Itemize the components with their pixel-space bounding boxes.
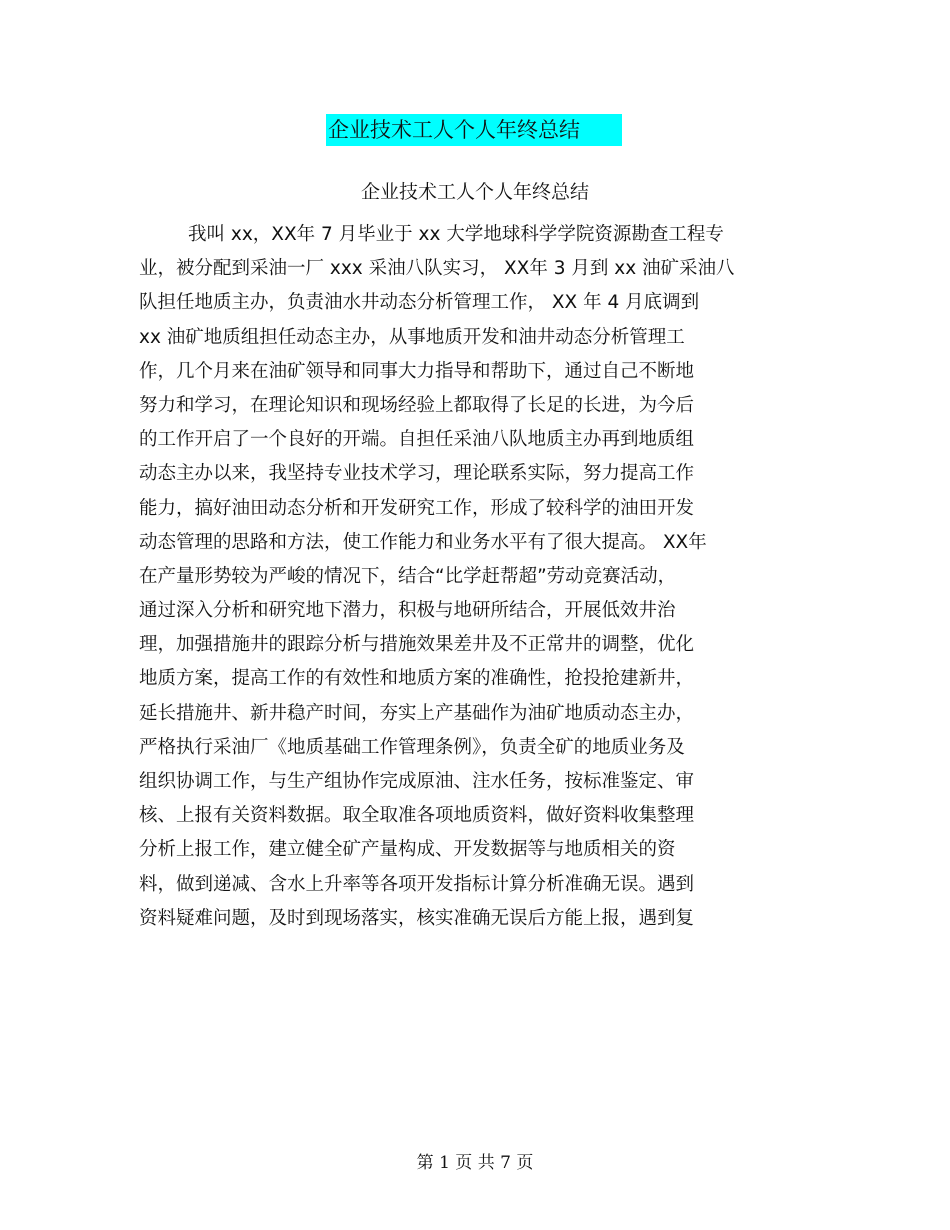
body-line: 核、上报有关资料数据。取全取准各项地质资料，做好资料收集整理 — [139, 805, 695, 827]
body-line: 理，加强措施井的跟踪分析与措施效果差井及不正常井的调整，优化 — [139, 634, 695, 656]
body-line: 料，做到递减、含水上升率等各项开发指标计算分析准确无误。遇到 — [139, 873, 695, 895]
document-body — [139, 218, 819, 936]
body-line: 动态管理的思路和方法，使工作能力和业务水平有了很大提高。 XX年 — [139, 531, 707, 553]
body-line: 组织协调工作，与生产组协作完成原油、注水任务，按标准鉴定、审 — [139, 771, 695, 792]
body-line: xx 油矿地质组担任动态主办，从事地质开发和油井动态分析管理工 — [139, 326, 685, 348]
body-line: 队担任地质主办，负责油水井动态分析管理工作， XX 年 4 月底调到 — [139, 292, 700, 314]
body-line: 作，几个月来在油矿领导和同事大力指导和帮助下，通过自己不断地 — [139, 360, 695, 382]
body-line: 通过深入分析和研究地下潜力，积极与地研所结合，开展低效井治 — [139, 600, 676, 622]
body-line: 努力和学习，在理论知识和现场经验上都取得了长足的长进，为今后 — [139, 394, 695, 416]
body-line: 在产量形势较为严峻的情况下，结合“比学赶帮超”劳动竞赛活动， — [139, 565, 677, 587]
body-line: 能力，搞好油田动态分析和开发研究工作，形成了较科学的油田开发 — [139, 497, 695, 519]
body-line: 严格执行采油厂《地质基础工作管理条例》，负责全矿的地质业务及 — [139, 736, 685, 758]
body-line: 动态主办以来，我坚持专业技术学习，理论联系实际，努力提高工作 — [139, 463, 695, 485]
body-line: 业，被分配到采油一厂 xxx 采油八队实习， XX年 3 月到 xx 油矿采油八 — [139, 258, 735, 280]
body-line: 的工作开启了一个良好的开端。自担任采油八队地质主办再到地质组 — [139, 429, 695, 451]
body-line: 延长措施井、新井稳产时间，夯实上产基础作为油矿地质动态主办， — [139, 702, 695, 724]
body-line: 地质方案，提高工作的有效性和地质方案的准确性，抢投抢建新井， — [139, 668, 695, 690]
page-number-footer: 第 1 页 共 7 页 — [416, 1153, 534, 1173]
document-title: 企业技术工人个人年终总结 — [360, 181, 589, 203]
highlighted-header-title: 企业技术工人个人年终总结 — [326, 114, 622, 146]
body-line: 分析上报工作，建立健全矿产量构成、开发数据等与地质相关的资 — [139, 839, 676, 861]
body-line: 我叫 xx，XX年 7 月毕业于 xx 大学地球科学学院资源勘查工程专 — [188, 224, 724, 245]
body-line: 资料疑难问题，及时到现场落实，核实准确无误后方能上报，遇到复 — [139, 907, 695, 929]
